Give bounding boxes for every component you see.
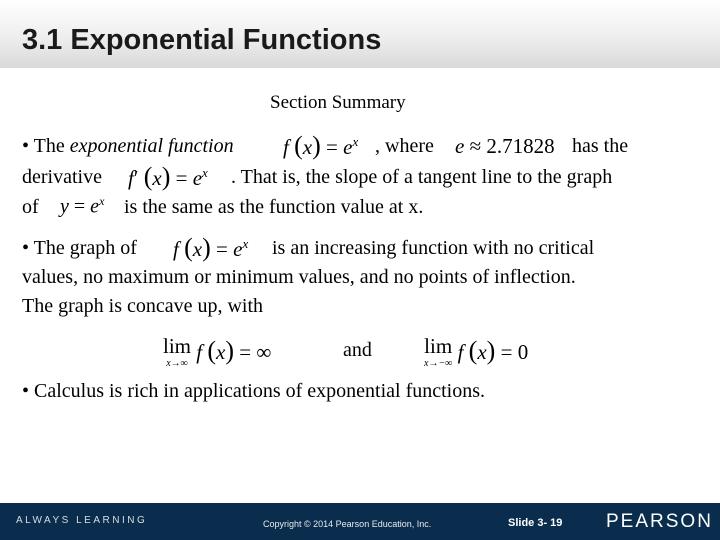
exponential-function-term: exponential function [69, 135, 234, 157]
math-y-equals-e-to-x: $y = e^x$ [60, 194, 105, 218]
and-text: and [343, 339, 372, 361]
has-the-text: has the [572, 135, 629, 157]
where-text: , where [375, 135, 434, 157]
section-summary-heading: Section Summary [270, 92, 406, 113]
slide-title: 3.1 Exponential Functions [22, 24, 382, 56]
of-text: of [22, 196, 39, 218]
pearson-logo: PEARSON [606, 511, 713, 532]
bullet2-line2: values, no maximum or minimum values, and no points of inflection. [22, 266, 576, 288]
always-learning-tagline: ALWAYS LEARNING [16, 515, 148, 526]
bullet2-line3: The graph is concave up, with [22, 295, 264, 317]
bullet1-lead: • The [22, 135, 70, 157]
math-f-prime-equals-e-to-x: f′ $(x) = e^x$ [128, 162, 208, 191]
bullet2-lead: • The graph of [22, 237, 137, 259]
footer-bar [0, 503, 720, 540]
copyright-text: Copyright © 2014 Pearson Education, Inc. [263, 519, 432, 529]
math-f-equals-e-to-x: f $(x) = e^x$ [283, 131, 359, 160]
that-is-text: . That is, the slope of a tangent line to the graph [231, 166, 613, 188]
bullet1-line3-text: is the same as the function value at x. [124, 196, 424, 218]
derivative-text: derivative [22, 166, 102, 188]
bullet3: • Calculus is rich in applications of exponential functions. [22, 380, 486, 402]
math-e-approx: e ≈ 2.71828 [455, 134, 555, 158]
math-limit-pos-inf: lim x→∞ f (x) = ∞ [163, 334, 272, 369]
slide-number: Slide 3- 19 [508, 517, 563, 529]
bullet1-line1 [22, 135, 234, 158]
math-f-equals-e-to-x-2: f $(x) = e^x$ [173, 233, 249, 262]
bullet2-line1-rest: is an increasing function with no critical [272, 237, 595, 259]
math-limit-neg-inf: lim x→−∞ f (x) = 0 [424, 334, 529, 369]
